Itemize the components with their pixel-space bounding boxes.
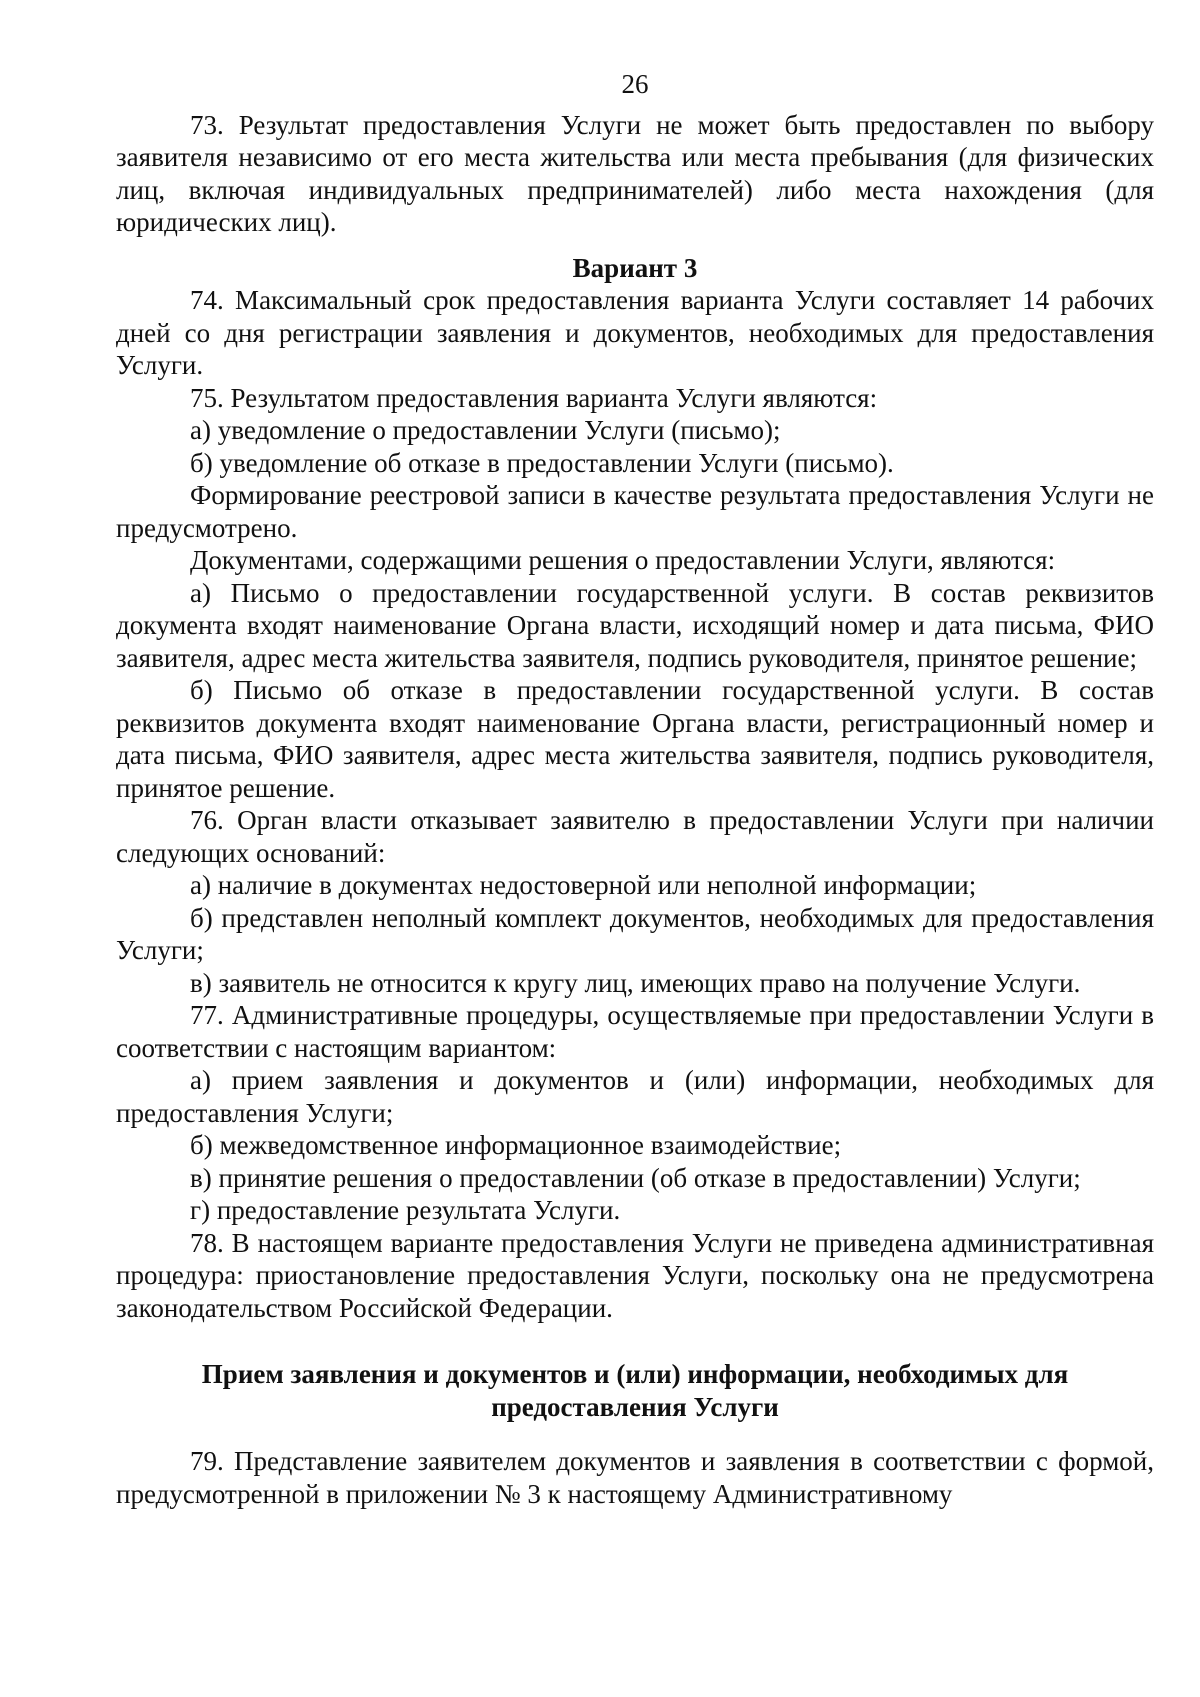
variant-heading: Вариант 3 bbox=[572, 252, 698, 283]
paragraph-73: 73. Результат предоставления Услуги не может быть предоставлен по выбору заявителя независимо от его места жительства или места пребывания (для физических лиц, включая индивидуальных предпринимателей) либо места нахождения (для юридических лиц). bbox=[116, 109, 1154, 237]
list-item-76c: в) заявитель не относится к кругу лиц, имеющих право на получение Услуги. bbox=[190, 967, 1081, 998]
paragraph-78: 78. В настоящем варианте предоставления Услуги не приведена административная процедура: приостановление предоставления Услуги, поскольку она не предусмотрена законодательством Российской Федерации. bbox=[116, 1227, 1154, 1323]
paragraph-77: 77. Административные процедуры, осуществляемые при предоставлении Услуги в соответствии с настоящим вариантом: bbox=[116, 1000, 1154, 1063]
paragraph-registry-record: Формирование реестровой записи в качестве результата предоставления Услуги не предусмотрено. bbox=[116, 480, 1154, 543]
paragraph-79: 79. Представление заявителем документов и заявления в соответствии с формой, предусмотренной в приложении № 3 к настоящему Административному bbox=[116, 1446, 1154, 1509]
paragraph-74: 74. Максимальный срок предоставления варианта Услуги составляет 14 рабочих дней со дня регистрации заявления и документов, необходимых для предоставления Услуги. bbox=[116, 285, 1154, 380]
list-item-letter-approval: а) Письмо о предоставлении государственной услуги. В состав реквизитов документа входят наименование Органа власти, исходящий номер и дата письма, ФИО заявителя, адрес места жительства заявителя, подпись руководителя, принятое решение; bbox=[116, 577, 1154, 673]
list-item-75b: б) уведомление об отказе в предоставлении Услуги (письмо). bbox=[190, 447, 894, 478]
list-item-77d: г) предоставление результата Услуги. bbox=[190, 1195, 621, 1225]
document-page bbox=[116, 68, 1154, 1510]
list-item-76b: б) представлен неполный комплект документов, необходимых для предоставления Услуги; bbox=[116, 902, 1154, 965]
list-item-77c: в) принятие решения о предоставлении (об отказе в предоставлении) Услуги; bbox=[190, 1162, 1081, 1193]
list-item-75a: а) уведомление о предоставлении Услуги (письмо); bbox=[190, 415, 781, 445]
list-item-77b: б) межведомственное информационное взаимодействие; bbox=[190, 1130, 842, 1160]
list-item-77a: а) прием заявления и документов и (или) информации, необходимых для предоставления Услуги; bbox=[116, 1065, 1154, 1128]
list-item-letter-refusal: б) Письмо об отказе в предоставлении государственной услуги. В состав реквизитов документа входят наименование Органа власти, регистрационный номер и дата письма, ФИО заявителя, адрес места жительства заявителя, подпись руководителя, принятое решение. bbox=[116, 675, 1154, 803]
list-item-76a: а) наличие в документах недостоверной или неполной информации; bbox=[190, 870, 977, 900]
paragraph-76: 76. Орган власти отказывает заявителю в предоставлении Услуги при наличии следующих оснований: bbox=[116, 805, 1154, 868]
paragraph-75: 75. Результатом предоставления варианта Услуги являются: bbox=[190, 382, 878, 413]
page-number: 26 bbox=[621, 69, 649, 99]
paragraph-decision-documents: Документами, содержащими решения о предоставлении Услуги, являются: bbox=[190, 545, 1056, 575]
section-heading: Прием заявления и документов и (или) информации, необходимых для предоставления Услуги bbox=[201, 1359, 1069, 1422]
